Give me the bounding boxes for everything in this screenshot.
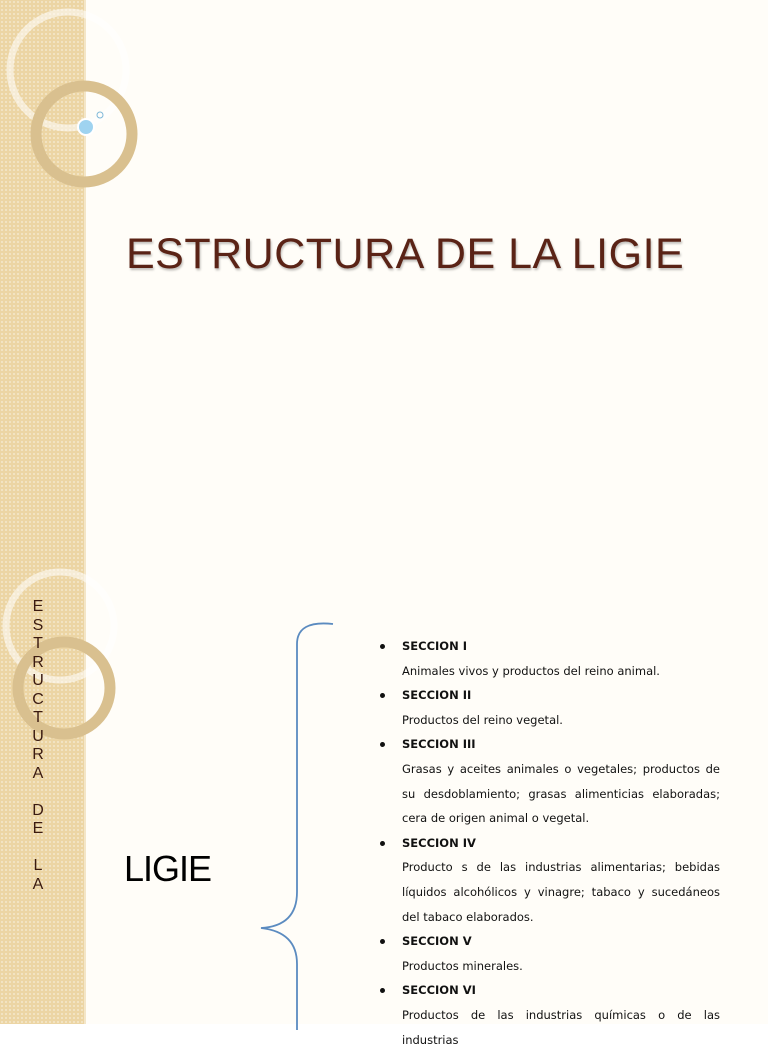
slide-title: ESTRUCTURA DE LA LIGIE — [126, 230, 685, 278]
section-heading-text: SECCION II — [402, 688, 472, 703]
vertical-letter: U — [32, 672, 44, 689]
section-heading — [380, 978, 720, 1003]
bullet-icon — [380, 693, 385, 698]
vertical-letter: R — [32, 746, 44, 763]
vertical-letter: U — [32, 727, 44, 745]
section-heading — [380, 929, 720, 954]
vertical-side-text — [28, 598, 48, 894]
vertical-letter: A — [32, 764, 44, 782]
section-description: Grasas y aceites animales o vegetales; productos de su desdoblamiento; grasas alimenticias elaboradas; cera de origen animal o vegetal. — [402, 761, 720, 826]
section-description: Productos minerales. — [402, 958, 523, 973]
section-heading-text: SECCION V — [402, 934, 472, 949]
vertical-letter: S — [32, 616, 44, 634]
vertical-letter: T — [33, 709, 43, 726]
section-heading — [380, 831, 720, 856]
bullet-icon — [380, 742, 385, 747]
section-heading — [380, 683, 720, 708]
section-heading — [380, 732, 720, 757]
bullet-icon — [380, 939, 385, 944]
vertical-letter: D — [32, 801, 44, 819]
bullet-icon — [380, 988, 385, 993]
vertical-letter: C — [32, 690, 44, 708]
section-description: Producto s de las industrias alimentarias; bebidas líquidos alcohólicos y vinagre; tabaco y sucedáneos del tabaco elaborados. — [402, 860, 720, 924]
section-heading-text: SECCION VI — [402, 983, 476, 998]
vertical-letter — [28, 839, 48, 858]
vertical-letter: E — [32, 598, 44, 615]
strip-edge — [84, 0, 86, 576]
bubble-small-icon — [97, 112, 103, 118]
vertical-letter: E — [32, 820, 44, 837]
section-description: Productos de las industrias químicas o de las industrias — [402, 1007, 720, 1047]
sections-list — [380, 634, 720, 1052]
decorative-side-strip — [0, 0, 84, 576]
vertical-letter — [28, 783, 48, 802]
section-heading-text: SECCION IV — [402, 835, 476, 850]
bullet-icon — [380, 841, 385, 846]
ligie-label: LIGIE — [124, 848, 212, 889]
brace-path — [261, 623, 333, 1030]
content-slide — [0, 576, 768, 1047]
bullet-icon — [380, 644, 385, 649]
section-heading-text: SECCION III — [402, 737, 476, 752]
section-description: Animales vivos y productos del reino animal. — [402, 663, 660, 678]
vertical-letter: T — [33, 635, 43, 652]
curly-brace — [255, 620, 345, 1030]
vertical-letter: R — [32, 653, 44, 671]
section-description: Productos del reino vegetal. — [402, 712, 563, 727]
vertical-letter: A — [32, 875, 44, 893]
vertical-letter: L — [33, 857, 43, 874]
section-heading — [380, 634, 720, 659]
strip-edge — [84, 576, 86, 1024]
section-heading-text: SECCION I — [402, 639, 467, 653]
